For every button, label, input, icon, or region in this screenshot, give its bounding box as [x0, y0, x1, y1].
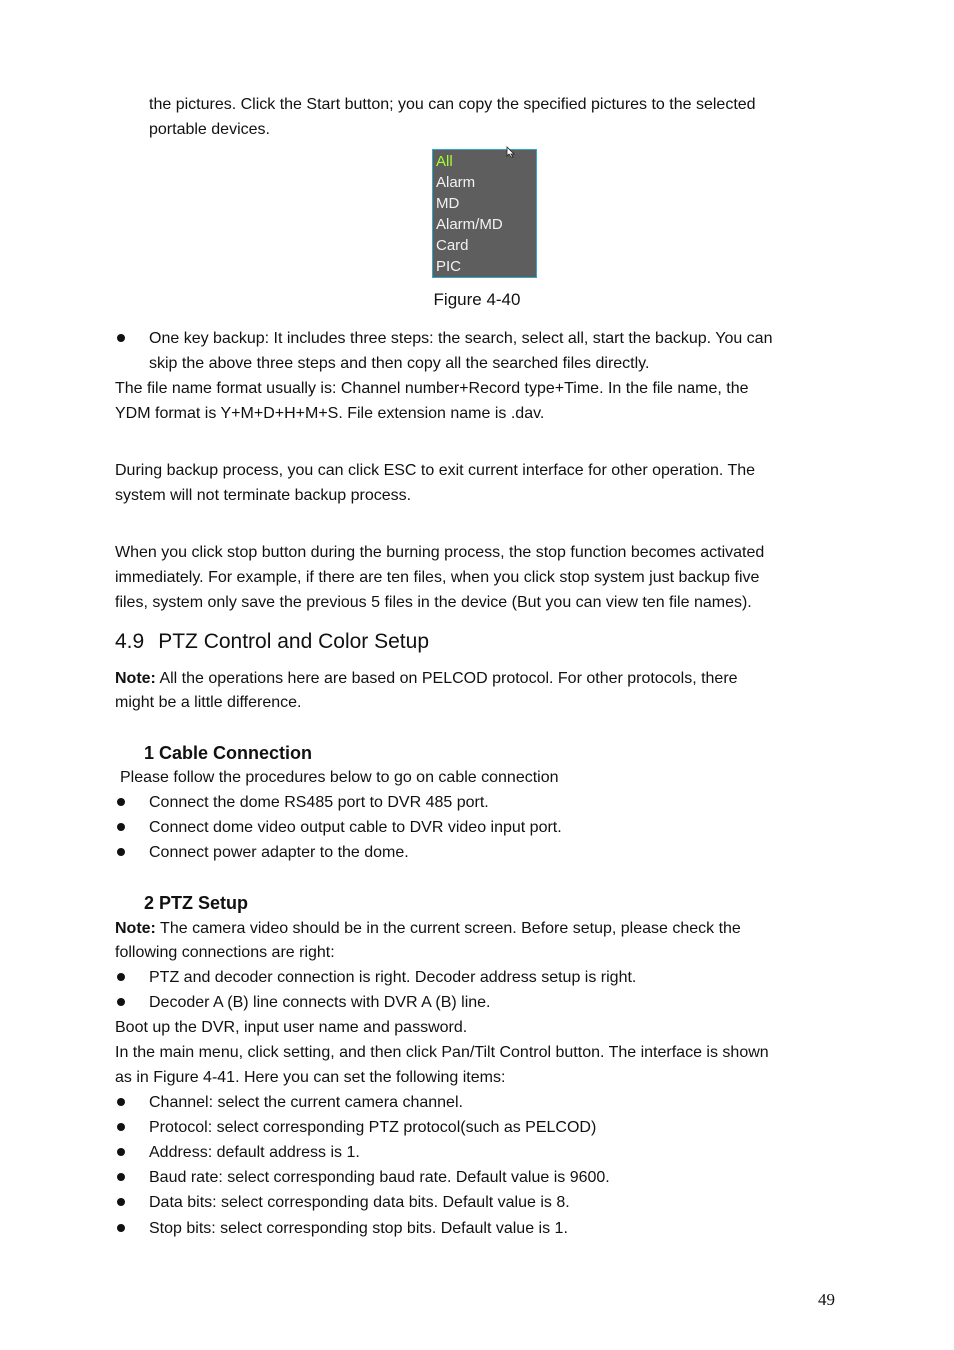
- stop-paragraph-line-3: files, system only save the previous 5 files in the device (But you can view ten file names).: [115, 594, 752, 611]
- section-note-line-1: [115, 666, 738, 691]
- intro-line-2: portable devices.: [149, 121, 270, 138]
- bullet-icon: [117, 798, 125, 806]
- menu-item-pic[interactable]: PIC: [436, 258, 462, 275]
- bullet-icon: [117, 1148, 125, 1156]
- cable-bullet-1: Connect the dome RS485 port to DVR 485 port.: [149, 794, 489, 811]
- bullet-icon: [117, 334, 125, 342]
- bullet-icon: [117, 1224, 125, 1232]
- item-bullet-protocol: Protocol: select corresponding PTZ protocol(such as PELCOD): [149, 1119, 597, 1136]
- bullet-icon: [117, 973, 125, 981]
- cable-bullet-3: Connect power adapter to the dome.: [149, 844, 409, 861]
- menu-item-alarm[interactable]: Alarm: [436, 174, 476, 191]
- bullet-icon: [117, 1098, 125, 1106]
- item-bullet-data-bits: Data bits: select corresponding data bits. Default value is 8.: [149, 1194, 570, 1211]
- cable-intro: Please follow the procedures below to go on cable connection: [120, 769, 559, 786]
- menu-item-md[interactable]: MD: [436, 195, 460, 212]
- figure-caption: Figure 4-40: [433, 290, 521, 309]
- bullet-icon: [117, 848, 125, 856]
- record-type-dropdown-list[interactable]: [432, 149, 537, 278]
- backup-bullet-line-2: skip the above three steps and then copy all the searched files directly.: [149, 355, 650, 372]
- bullet-icon: [117, 823, 125, 831]
- check-bullet-2: Decoder A (B) line connects with DVR A (B) line.: [149, 994, 491, 1011]
- bullet-icon: [117, 1173, 125, 1181]
- page-number: 49: [818, 1290, 835, 1309]
- item-bullet-stop-bits: Stop bits: select corresponding stop bits. Default value is 1.: [149, 1220, 568, 1237]
- bullet-icon: [117, 1198, 125, 1206]
- note-text: All the operations here are based on PELCOD protocol. For other protocols, there: [155, 670, 738, 687]
- cable-connection-heading: 1 Cable Connection: [144, 743, 313, 763]
- ptz-note-line-2: following connections are right:: [115, 944, 335, 961]
- section-title: PTZ Control and Color Setup: [158, 630, 429, 653]
- file-format-line-1: The file name format usually is: Channel number+Record type+Time. In the file name, the: [115, 380, 749, 397]
- item-bullet-channel: Channel: select the current camera channel.: [149, 1094, 463, 1111]
- body-line-3: as in Figure 4-41. Here you can set the following items:: [115, 1069, 506, 1086]
- section-heading: [115, 628, 429, 656]
- check-bullet-1: PTZ and decoder connection is right. Decoder address setup is right.: [149, 969, 637, 986]
- ptz-note-line-1: [115, 916, 741, 941]
- menu-item-all[interactable]: All: [436, 153, 453, 170]
- note-text: The camera video should be in the current screen. Before setup, please check the: [155, 920, 741, 937]
- intro-line-1: the pictures. Click the Start button; you can copy the specified pictures to the selected: [149, 96, 756, 113]
- menu-item-card[interactable]: Card: [436, 237, 469, 254]
- note-label: Note:: [115, 920, 156, 937]
- bullet-icon: [117, 998, 125, 1006]
- section-number: 4.9: [115, 630, 145, 653]
- esc-paragraph-line-2: system will not terminate backup process.: [115, 487, 412, 504]
- stop-paragraph-line-2: immediately. For example, if there are ten files, when you click stop system just backup five: [115, 569, 760, 586]
- item-bullet-baud-rate: Baud rate: select corresponding baud rate. Default value is 9600.: [149, 1169, 610, 1186]
- bullet-icon: [117, 1123, 125, 1131]
- backup-bullet-line-1: One key backup: It includes three steps: the search, select all, start the backup. You can: [149, 330, 773, 347]
- body-line-1: Boot up the DVR, input user name and password.: [115, 1019, 468, 1036]
- menu-item-alarm-md[interactable]: Alarm/MD: [436, 216, 503, 233]
- note-label: Note:: [115, 670, 156, 687]
- esc-paragraph-line-1: During backup process, you can click ESC to exit current interface for other operation. The: [115, 462, 756, 479]
- body-line-2: In the main menu, click setting, and then click Pan/Tilt Control button. The interface is shown: [115, 1044, 769, 1061]
- cable-bullet-2: Connect dome video output cable to DVR video input port.: [149, 819, 562, 836]
- stop-paragraph-line-1: When you click stop button during the burning process, the stop function becomes activated: [115, 544, 765, 561]
- file-format-line-2: YDM format is Y+M+D+H+M+S. File extension name is .dav.: [115, 405, 545, 422]
- section-note-line-2: might be a little difference.: [115, 694, 302, 711]
- ptz-setup-heading: 2 PTZ Setup: [144, 893, 249, 913]
- mouse-cursor-icon: [505, 146, 521, 158]
- item-bullet-address: Address: default address is 1.: [149, 1144, 360, 1161]
